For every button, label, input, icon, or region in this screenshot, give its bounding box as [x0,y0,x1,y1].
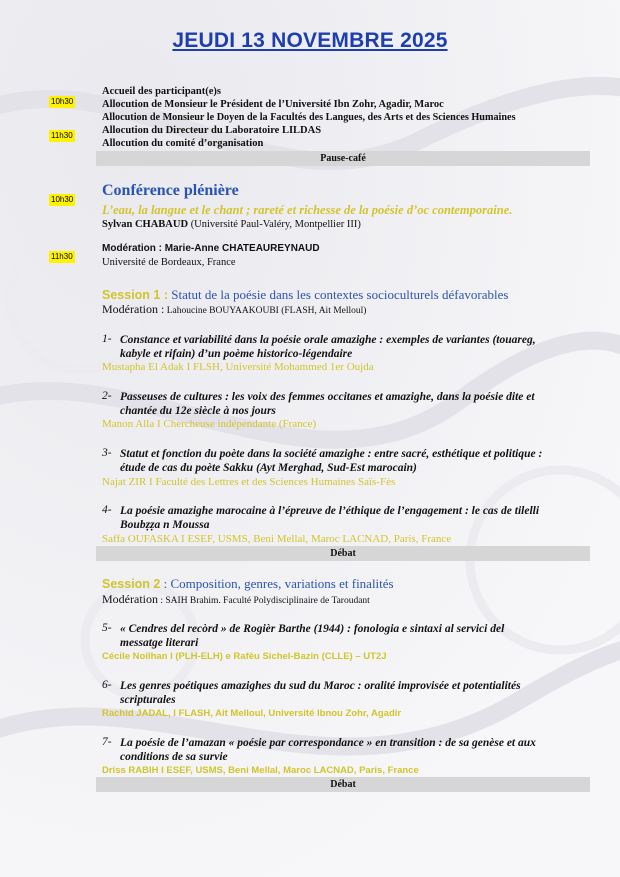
debate-bar: Débat [96,777,590,792]
talk-title: Constance et variabilité dans la poésie orale amazighe : exemples de variantes (touareg, kabyle et rifain) d’un poème historico-légendaire [120,334,536,360]
opening-line: Allocution de Monsieur le Doyen de la Facultés des Langues, des Arts et des Sciences Humaines [102,112,516,123]
talk-author: Rachid JADAL, I FLASH, Ait Melloul, Université Ibnou Zohr, Agadir [102,708,402,719]
moderation-label: Modération : [102,302,165,316]
talk-author: Manon Alla I Chercheuse indépendante (France) [102,418,317,430]
item-number: 1- [102,333,112,345]
moderation-text: Lahoucine BOUYAAKOUBI (FLASH, Ait Melloul) [164,306,367,316]
talk-title: « Cendres del recòrd » de Rogièr Barthe (1944) : fonologia e sintaxi al servici del messatge literari [120,623,505,649]
page-title: JEUDI 13 NOVEMBRE 2025 [172,29,448,52]
item-number: 7- [102,736,112,748]
talk-author: Driss RABIH I ESEF, USMS, Beni Mellal, Maroc LACNAD, Paris, France [102,765,419,776]
item-number: 3- [102,447,112,459]
moderation-text: : SAIH Brahim. Faculté Polydisciplinaire de Taroudant [158,596,370,606]
talk-title: Statut et fonction du poète dans la société amazighe : entre sacré, esthétique et politique : étude de cas du poète Sakku (Ayt Merghad, Sud-Est marocain) [120,448,543,474]
talk-author: Cécile Noilhan I (PLH-ELH) e Rafèu Sichel-Bazin (CLLE) – UT2J [102,651,387,662]
plenary-speaker [102,218,361,231]
opening-line: Allocution du comité d’organisation [102,138,264,149]
plenary-moderation: Modération : Marie-Anne CHATEAUREYNAUD [102,243,320,254]
pause-cafe-bar: Pause-café [96,151,590,166]
moderation-label: Modération [102,592,158,606]
plenary-moderation-affiliation: Université de Bordeaux, France [102,257,236,268]
session-1-heading [102,287,508,303]
speaker-name: Sylvan CHABAUD [102,219,189,230]
time-badge: 11h30 [51,252,73,261]
time-badge: 10h30 [51,195,74,204]
opening-line: Accueil des participant(e)s [102,86,221,97]
session-2-moderation [102,592,370,607]
item-number: 2- [102,390,112,402]
item-number: 5- [102,622,112,634]
debate-bar: Débat [96,546,590,561]
item-number: 4- [102,504,112,516]
talk-title: La poésie de l’amazan « poésie par correspondance » en transition : de sa genèse et aux conditions de sa survie [120,737,536,763]
session-1-moderation [102,302,366,317]
item-number: 6- [102,679,112,691]
speaker-affiliation: (Université Paul-Valéry, Montpellier III) [188,219,361,230]
session-label: Session 1 : [102,288,168,302]
talk-author: Saffa OUFASKA I ESEF, USMS, Beni Mellal, Maroc LACNAD, Paris, France [102,533,452,545]
talk-author: Mustapha El Adak I FLSH, Université Mohammed 1er Oujda [102,361,374,373]
talk-author: Najat ZIR I Faculté des Lettres et des Sciences Humaines Saïs-Fès [102,476,396,488]
opening-line: Allocution de Monsieur le Président de l’Université Ibn Zohr, Agadir, Maroc [102,99,444,110]
plenary-subtitle: L’eau, la langue et le chant ; rareté et richesse de la poésie d’oc contemporaine. [102,203,513,217]
time-badge: 11h30 [51,131,73,140]
session-title: : Composition, genres, variations et finalités [160,576,394,591]
talk-title: La poésie amazighe marocaine à l’épreuve de l’éthique de l’engagement : le cas de tilelli Boubẓẓa n Moussa [120,505,540,531]
plenary-heading: Conférence plénière [102,182,239,199]
talk-title: Passeuses de cultures : les voix des femmes occitanes et amazighe, dans la poésie dite et chantée du 12e siècle à nos jours [120,391,535,417]
session-title: Statut de la poésie dans les contextes socioculturels défavorables [168,287,509,302]
time-badge: 10h30 [51,97,74,106]
opening-line: Allocution du Directeur du Laboratoire LILDAS [102,125,322,136]
talk-title: Les genres poétiques amazighes du sud du Maroc : oralité improvisée et potentialités scripturales [120,680,521,706]
session-label: Session 2 [102,577,161,591]
session-2-heading [102,576,394,592]
